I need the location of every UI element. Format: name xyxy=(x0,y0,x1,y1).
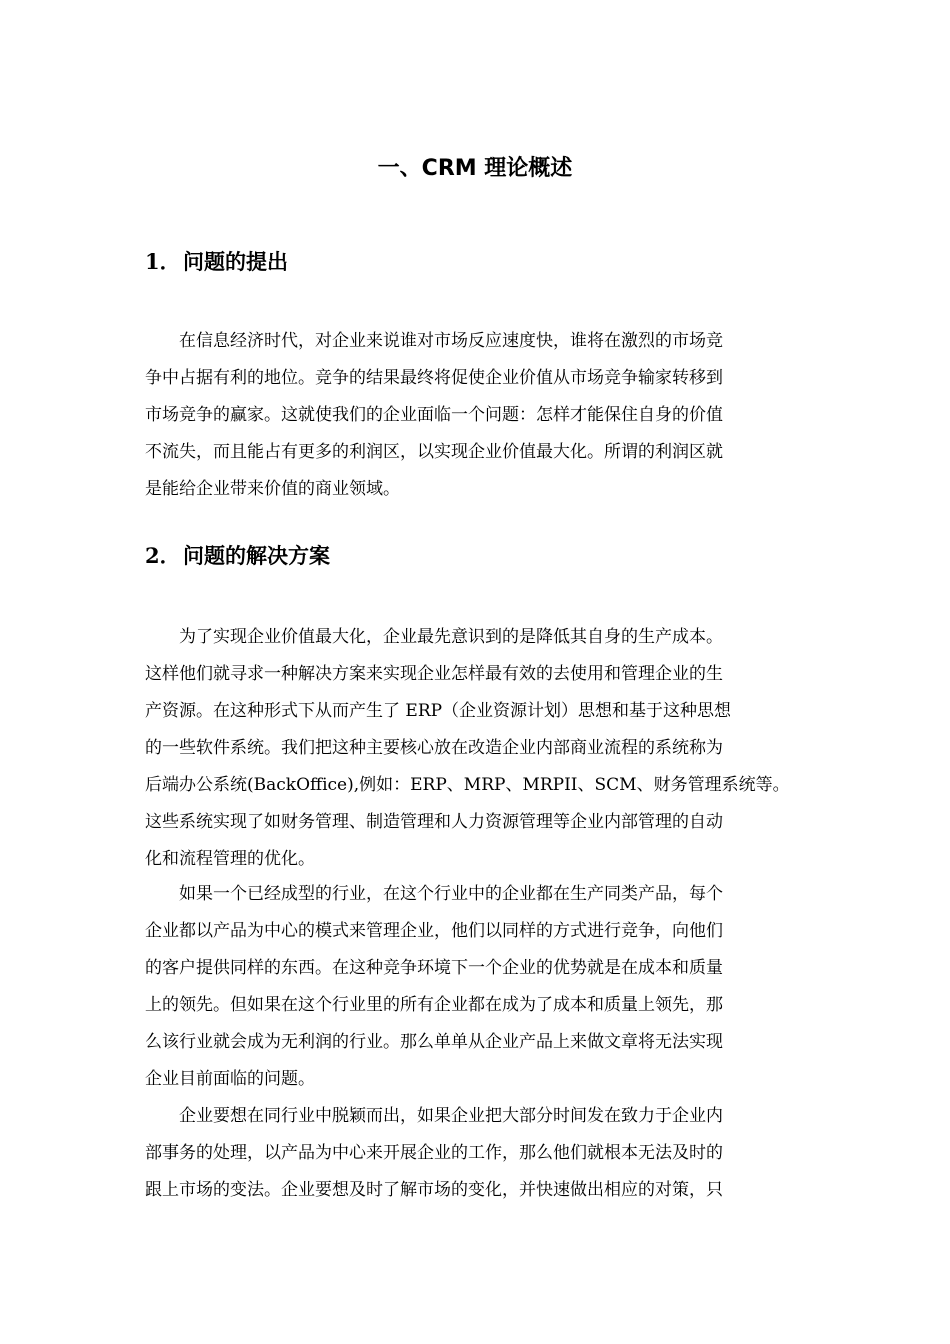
paragraph-line: 企业都以产品为中心的模式来管理企业，他们以同样的方式进行竞争，向他们 xyxy=(145,921,723,941)
paragraph-line: 化和流程管理的优化。 xyxy=(145,849,315,869)
paragraph-line: 市场竞争的赢家。这就使我们的企业面临一个问题：怎样才能保住自身的价值 xyxy=(145,405,723,425)
paragraph-line: 为了实现企业价值最大化，企业最先意识到的是降低其自身的生产成本。 xyxy=(179,627,723,647)
section-number: 2． xyxy=(145,543,181,568)
paragraph xyxy=(145,323,810,508)
paragraph-line: 上的领先。但如果在这个行业里的所有企业都在成为了成本和质量上领先，那 xyxy=(145,995,723,1015)
section-heading-1 xyxy=(145,246,825,278)
paragraph-line: 部事务的处理，以产品为中心来开展企业的工作，那么他们就根本无法及时的 xyxy=(145,1143,723,1163)
paragraph-line: 这样他们就寻求一种解决方案来实现企业怎样最有效的去使用和管理企业的生 xyxy=(145,664,723,684)
paragraph xyxy=(145,1098,810,1209)
paragraph-line: 么该行业就会成为无利润的行业。那么单单从企业产品上来做文章将无法实现 xyxy=(145,1032,723,1052)
paragraph-line: 企业要想在同行业中脱颖而出，如果企业把大部分时间发在致力于企业内 xyxy=(179,1106,723,1126)
paragraph-line: 如果一个已经成型的行业，在这个行业中的企业都在生产同类产品，每个 xyxy=(179,884,723,904)
section-number: 1． xyxy=(145,249,181,274)
paragraph-line: 跟上市场的变法。企业要想及时了解市场的变化，并快速做出相应的对策，只 xyxy=(145,1180,723,1200)
paragraph-line: 在信息经济时代，对企业来说谁对市场反应速度快，谁将在激烈的市场竞 xyxy=(179,331,723,351)
chapter-title: 一、CRM 理论概述 xyxy=(377,156,573,181)
paragraph-line: 产资源。在这种形式下从而产生了 ERP（企业资源计划）思想和基于这种思想 xyxy=(145,701,732,721)
paragraph xyxy=(145,876,810,1098)
paragraph-line: 是能给企业带来价值的商业领域。 xyxy=(145,479,400,499)
paragraph-line: 的客户提供同样的东西。在这种竞争环境下一个企业的优势就是在成本和质量 xyxy=(145,958,723,978)
paragraph-line: 这些系统实现了如财务管理、制造管理和人力资源管理等企业内部管理的自动 xyxy=(145,812,723,832)
paragraph-line: 争中占据有利的地位。竞争的结果最终将促使企业价值从市场竞争输家转移到 xyxy=(145,368,723,388)
paragraph-line: 的一些软件系统。我们把这种主要核心放在改造企业内部商业流程的系统称为 xyxy=(145,738,723,758)
section-heading-2 xyxy=(145,540,825,572)
paragraph-line: 不流失，而且能占有更多的利润区，以实现企业价值最大化。所谓的利润区就 xyxy=(145,442,723,462)
paragraph xyxy=(145,619,810,878)
paragraph-line: 企业目前面临的问题。 xyxy=(145,1069,315,1089)
section-heading-text: 问题的解决方案 xyxy=(183,544,330,568)
section-heading-text: 问题的提出 xyxy=(183,250,288,274)
paragraph-line: 后端办公系统(BackOffice),例如：ERP、MRP、MRPII、SCM、财务管理系统等。 xyxy=(145,775,790,795)
